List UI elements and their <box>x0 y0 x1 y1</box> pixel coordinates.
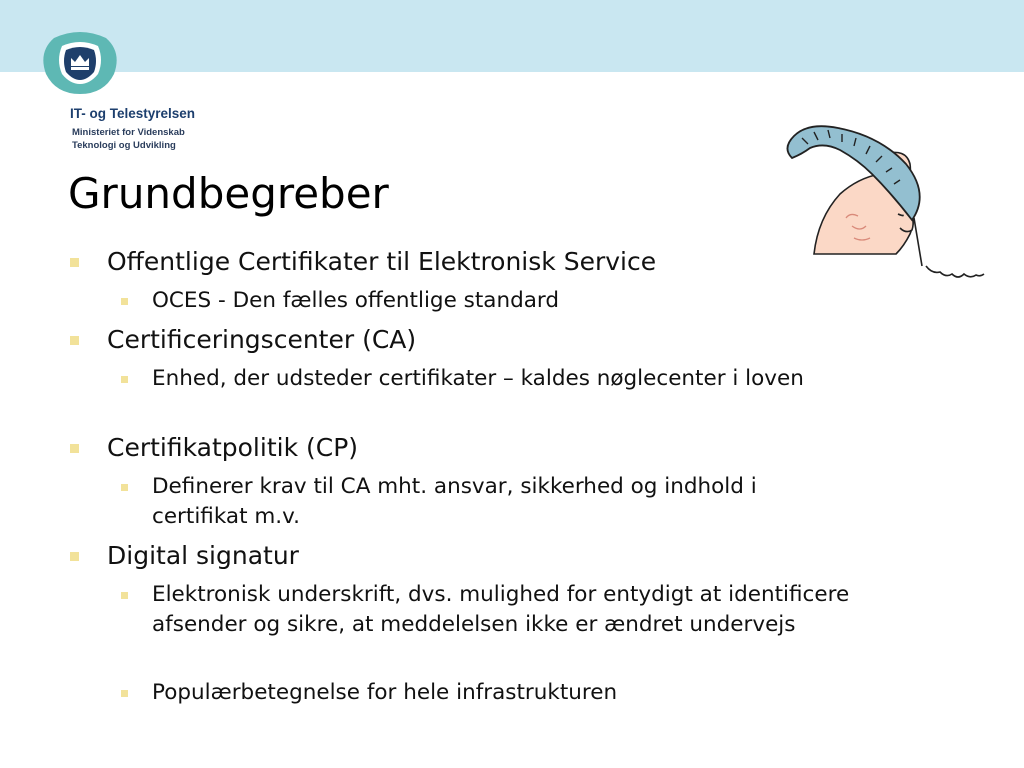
ministry-line-1: Ministeriet for Videnskab <box>72 127 185 138</box>
sub-bullet-text: Enhed, der udsteder certifikater – kaldes nøglecenter i loven <box>152 366 804 391</box>
sub-bullet-item-4-1 <box>120 580 855 640</box>
quill-hand-icon <box>780 108 988 284</box>
sub-bullet-marker-icon <box>121 690 128 697</box>
slide-title: Grundbegreber <box>68 169 389 218</box>
sub-bullet-marker-icon <box>121 298 128 305</box>
bullet-marker-icon <box>70 258 79 267</box>
sub-bullet-text: Elektronisk underskrift, dvs. mulighed for entydigt at identificere afsender og sikre, at meddelelsen ikke er ændret undervejs <box>152 582 850 637</box>
bullet-marker-icon <box>70 552 79 561</box>
sub-bullet-item-3-1 <box>120 472 855 532</box>
sub-bullet-text: Populærbetegnelse for hele infrastrukturen <box>152 680 618 705</box>
crown-logo-icon <box>40 30 120 96</box>
bullet-marker-icon <box>70 336 79 345</box>
sub-bullet-item-4-2 <box>120 678 855 708</box>
ministry-line-2: Teknologi og Udvikling <box>72 139 176 151</box>
bullet-text: Digital signatur <box>107 541 299 570</box>
sub-bullet-marker-icon <box>121 376 128 383</box>
bullet-marker-icon <box>70 444 79 453</box>
sub-bullet-item-1-1 <box>120 286 855 316</box>
organization-name: IT- og Telestyrelsen <box>70 106 196 121</box>
header-band <box>0 0 1024 72</box>
bullet-text: Certifikatpolitik (CP) <box>107 433 359 462</box>
sub-bullet-text: Definerer krav til CA mht. ansvar, sikkerhed og indhold i certifikat m.v. <box>152 474 757 529</box>
sub-bullet-item-2-1 <box>120 364 855 394</box>
bullet-text: Certificeringscenter (CA) <box>107 325 417 354</box>
bullet-text: Offentlige Certifikater til Elektronisk Service <box>107 247 657 276</box>
sub-bullet-marker-icon <box>121 484 128 491</box>
ministry-name <box>72 127 185 152</box>
sub-bullet-marker-icon <box>121 592 128 599</box>
sub-bullet-text: OCES - Den fælles offentlige standard <box>152 288 559 313</box>
